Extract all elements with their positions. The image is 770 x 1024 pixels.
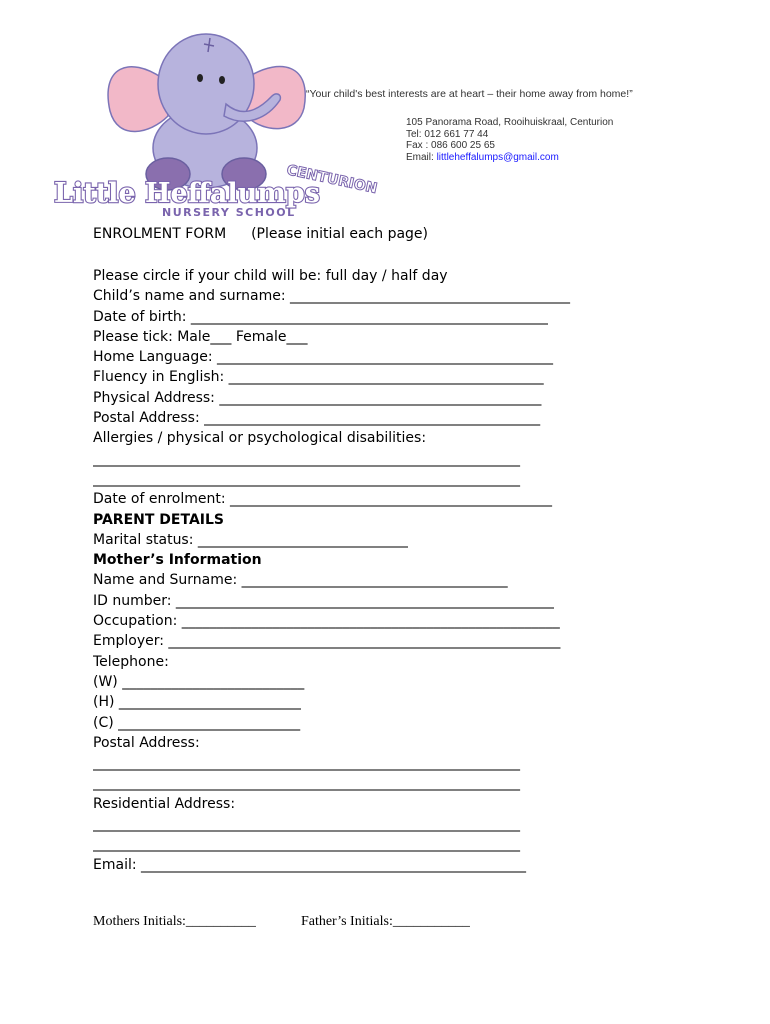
contact-block xyxy=(406,117,613,163)
email-row xyxy=(406,152,613,164)
address: 105 Panorama Road, Rooihuiskraal, Centurion xyxy=(406,117,614,128)
form-line[interactable]: Date of birth: ___________________________________________________ xyxy=(93,308,548,325)
form-line[interactable]: _____________________________________________________________ xyxy=(93,816,520,833)
logo-nursery-school: NURSERY SCHOOL xyxy=(162,206,296,219)
logo-name: Little Heffalumps xyxy=(54,178,320,209)
fathers-initials[interactable]: Father’s Initials:___________ xyxy=(300,914,470,929)
form-line[interactable]: Postal Address: ________________________________________________ xyxy=(93,410,541,427)
mothers-initials[interactable]: Mothers Initials:__________ xyxy=(93,914,256,929)
form-line[interactable]: (C) __________________________ xyxy=(93,714,301,731)
elephant-icon xyxy=(108,34,305,190)
form-line[interactable]: Employer: ________________________________________________________ xyxy=(93,633,561,650)
school-logo xyxy=(50,16,400,221)
form-line[interactable]: Fluency in English: _____________________________________________ xyxy=(93,369,544,386)
form-line[interactable]: Date of enrolment: ______________________________________________ xyxy=(93,491,553,508)
form-line[interactable]: Telephone: xyxy=(93,653,169,670)
form-line[interactable]: Child’s name and surname: ________________________________________ xyxy=(93,288,570,305)
form-line[interactable]: ID number: ______________________________________________________ xyxy=(93,592,554,609)
form-line[interactable]: _____________________________________________________________ xyxy=(93,470,520,487)
tagline: “Your child's best interests are at heart – their home away from home!” xyxy=(306,88,633,100)
form-line[interactable]: Allergies / physical or psychological disabilities: xyxy=(93,430,427,447)
email-link[interactable]: littleheffalumps@gmail.com xyxy=(436,151,559,163)
form-line[interactable]: _____________________________________________________________ xyxy=(93,836,520,853)
form-line[interactable]: (H) __________________________ xyxy=(93,694,301,711)
initials-row xyxy=(93,914,470,930)
form-line[interactable]: Marital status: ______________________________ xyxy=(93,531,408,548)
form-fields xyxy=(93,266,693,875)
section-heading: PARENT DETAILS xyxy=(93,511,224,528)
email-label: Email: xyxy=(406,151,437,163)
form-line[interactable]: Occupation: ______________________________________________________ xyxy=(93,613,560,630)
form-line[interactable]: Residential Address: xyxy=(93,795,236,812)
form-line[interactable]: Name and Surname: ______________________________________ xyxy=(93,572,508,589)
form-line[interactable]: Home Language: ________________________________________________ xyxy=(93,349,554,366)
logo-centurion: CENTURION xyxy=(285,162,379,198)
fax: Fax : 086 600 25 65 xyxy=(406,140,495,151)
form-line[interactable]: _____________________________________________________________ xyxy=(93,450,520,467)
form-line[interactable]: Email: _______________________________________________________ xyxy=(93,856,527,873)
form-line[interactable]: Physical Address: ______________________________________________ xyxy=(93,389,542,406)
form-line[interactable]: Please tick: Male___ Female___ xyxy=(93,328,308,345)
section-heading: Mother’s Information xyxy=(93,552,262,569)
form-heading xyxy=(93,226,428,242)
form-line[interactable]: (W) __________________________ xyxy=(93,673,305,690)
form-line[interactable]: _____________________________________________________________ xyxy=(93,775,520,792)
telephone: Tel: 012 661 77 44 xyxy=(406,128,489,140)
form-line[interactable]: Please circle if your child will be: full day / half day xyxy=(93,268,448,284)
form-subtitle: (Please initial each page) xyxy=(251,226,428,242)
form-title: ENROLMENT FORM xyxy=(93,226,227,242)
form-line[interactable]: _____________________________________________________________ xyxy=(93,755,520,772)
form-line[interactable]: Postal Address: xyxy=(93,734,200,751)
